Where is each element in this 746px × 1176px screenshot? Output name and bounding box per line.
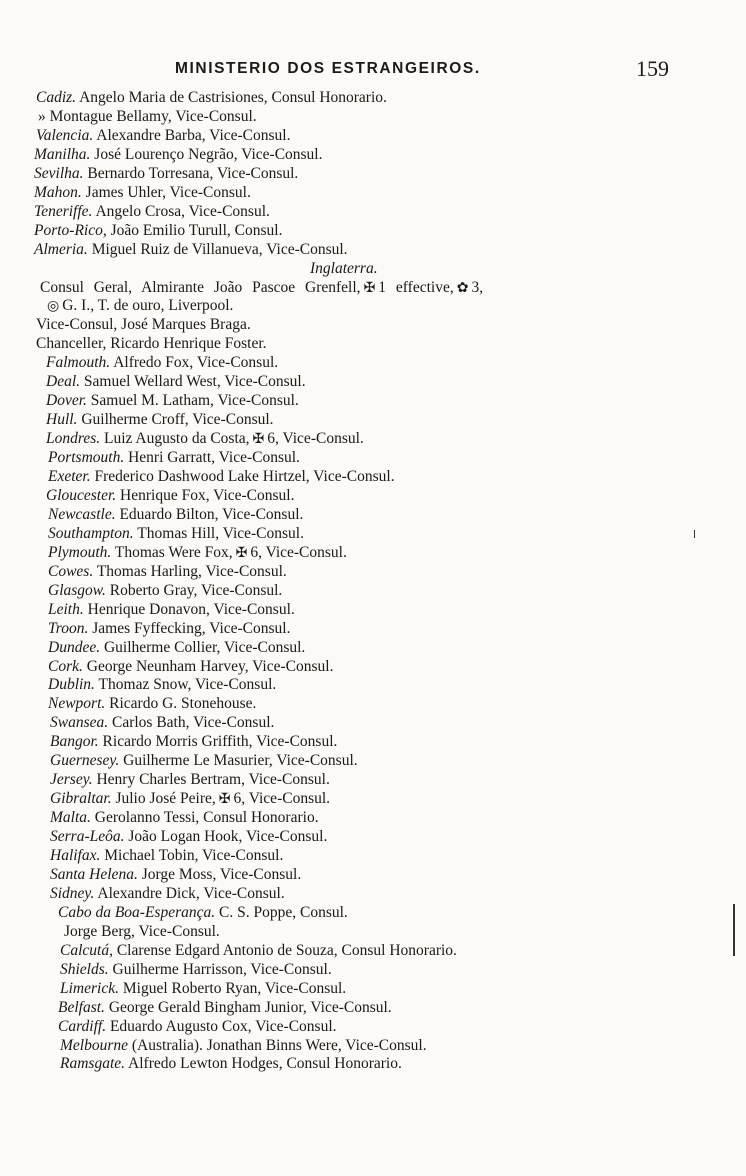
- entry-suffix: 3,: [471, 278, 484, 296]
- list-item: [48, 619, 290, 639]
- entry-text: Henri Garratt, Vice-Consul.: [128, 449, 300, 467]
- entry-text: Alfredo Fox, Vice-Consul.: [113, 354, 279, 372]
- entry-text: Miguel Roberto Ryan, Vice-Consul.: [122, 979, 347, 997]
- entry-text: João Logan Hook, Vice-Consul.: [128, 828, 328, 846]
- place-name: Cardiff.: [58, 1017, 107, 1035]
- place-name: Portsmouth.: [48, 449, 125, 467]
- list-item: [34, 183, 251, 203]
- list-item: [60, 979, 346, 999]
- list-item: [48, 600, 295, 620]
- place-name: Glasgow.: [48, 581, 106, 599]
- entry-text: George Gerald Bingham Junior, Vice-Consul.: [108, 998, 392, 1016]
- list-item: [50, 751, 358, 771]
- place-name: Dover.: [46, 392, 87, 410]
- order-star-icon: ✠: [363, 280, 376, 296]
- entry-text: Alexandre Dick, Vice-Consul.: [97, 884, 285, 902]
- place-name: Sidney.: [50, 884, 95, 902]
- entry-text: George Neunham Harvey, Vice-Consul.: [86, 657, 334, 675]
- place-name: Serra-Leôa.: [50, 828, 125, 846]
- entry-text: Ricardo Morris Griffith, Vice-Consul.: [102, 733, 338, 751]
- entry-text: Angelo Crosa, Vice-Consul.: [95, 202, 270, 220]
- entry-text: Henry Charles Bertram, Vice-Consul.: [96, 771, 330, 789]
- list-item: [46, 429, 364, 449]
- place-name: Newport.: [48, 695, 106, 713]
- entry-text: Alfredo Lewton Hodges, Consul Honorario.: [128, 1055, 402, 1073]
- entry-text: James Fyffecking, Vice-Consul.: [92, 619, 291, 637]
- entry-text: Eduardo Augusto Cox, Vice-Consul.: [109, 1017, 337, 1035]
- entry-text: José Lourenço Negrão, Vice-Consul.: [94, 145, 323, 163]
- entry-text: Roberto Gray, Vice-Consul.: [109, 581, 283, 599]
- page-title: MINISTERIO DOS ESTRANGEIROS.: [175, 60, 481, 77]
- list-item: [58, 998, 392, 1018]
- place-name: Shields.: [60, 960, 109, 978]
- place-name: Swansea.: [50, 714, 109, 732]
- entry-text: C. S. Poppe, Consul.: [219, 903, 348, 921]
- entry-text: Vice-Consul, José Marques Braga.: [36, 316, 251, 334]
- place-name: Mahon.: [34, 183, 82, 201]
- list-item: [58, 1017, 337, 1037]
- entry-text: Gerolanno Tessi, Consul Honorario.: [94, 809, 319, 827]
- place-name: Gloucester.: [46, 486, 117, 504]
- place-name: Southampton.: [48, 524, 134, 542]
- list-item: [48, 657, 333, 677]
- section-title: Inglaterra.: [310, 259, 378, 277]
- entry-text: James Uhler, Vice-Consul.: [85, 183, 251, 201]
- entry-text: Carlos Bath, Vice-Consul.: [112, 714, 275, 732]
- entry-text: Alexandre Barba, Vice-Consul.: [96, 126, 291, 144]
- entry-text: Guilherme Collier, Vice-Consul.: [103, 638, 306, 656]
- list-item: [50, 846, 283, 866]
- list-item: [36, 88, 387, 108]
- place-name: Troon.: [48, 619, 89, 637]
- entry-text: Thomas Were Fox,: [114, 543, 233, 561]
- list-item: [64, 922, 220, 942]
- place-name: Exeter.: [48, 468, 91, 485]
- place-name: Cabo da Boa-Esperança.: [58, 903, 216, 921]
- entry-text: Samuel Wellard West, Vice-Consul.: [83, 373, 306, 391]
- entry-text: Julio José Peire,: [115, 790, 216, 808]
- entry-text: Thomas Hill, Vice-Consul.: [137, 524, 304, 542]
- list-item: [36, 315, 251, 335]
- list-item: [46, 353, 278, 373]
- margin-mark: [733, 904, 735, 956]
- place-name: Bangor.: [50, 733, 99, 751]
- list-item: [46, 372, 306, 392]
- list-item: [48, 448, 300, 468]
- entry-text: Clarense Edgard Antonio de Souza, Consul Honorario.: [116, 941, 457, 959]
- place-name: Belfast.: [58, 998, 105, 1016]
- place-name: Valencia.: [36, 126, 94, 144]
- list-item: [50, 884, 285, 904]
- place-name: Cork.: [48, 657, 83, 675]
- list-item: [36, 126, 290, 146]
- list-item: [44, 296, 233, 316]
- entry-text: Jorge Moss, Vice-Consul.: [141, 865, 302, 883]
- entry-text: » Montague Bellamy, Vice-Consul.: [38, 107, 257, 125]
- list-item: [48, 675, 276, 695]
- place-name: Jersey.: [50, 771, 93, 789]
- list-item: [48, 562, 287, 582]
- list-item: [36, 334, 267, 354]
- list-item: [48, 524, 304, 544]
- place-name: Guernesey.: [50, 752, 120, 770]
- place-name: Falmouth.: [46, 354, 111, 372]
- list-item: [60, 960, 332, 980]
- entry-text: Guilherme Le Masurier, Vice-Consul.: [123, 752, 358, 770]
- entry-suffix: 1 effective,: [378, 278, 454, 296]
- place-name: Ramsgate.: [60, 1055, 126, 1073]
- circle-order-icon: ◎: [47, 299, 60, 315]
- place-name: Leith.: [48, 600, 84, 618]
- list-item: [40, 278, 483, 298]
- place-name: Plymouth.: [48, 543, 112, 561]
- margin-mark: [694, 530, 695, 538]
- entry-text: João Emilio Turull, Consul.: [110, 221, 283, 239]
- page-number: 159: [636, 56, 669, 81]
- rosette-icon: ✿: [456, 280, 469, 296]
- entry-text: Thomaz Snow, Vice-Consul.: [98, 676, 277, 694]
- place-name: Londres.: [46, 430, 101, 448]
- place-name: Dundee.: [48, 638, 101, 656]
- list-item: [60, 941, 457, 961]
- entry-text: Angelo Maria de Castrisiones, Consul Honorario.: [79, 89, 387, 106]
- list-item: [50, 808, 319, 828]
- list-item: [48, 543, 347, 563]
- entry-text: Bernardo Torresana, Vice-Consul.: [87, 164, 299, 182]
- list-item: [34, 145, 323, 165]
- section-heading: [310, 259, 378, 279]
- entry-text: Miguel Ruiz de Villanueva, Vice-Consul.: [91, 240, 348, 258]
- entry-text: Consul Geral, Almirante João Pascoe Grenfell,: [40, 278, 361, 296]
- entry-text: Jorge Berg, Vice-Consul.: [64, 922, 220, 940]
- list-item: [48, 694, 256, 714]
- list-item: [46, 391, 299, 411]
- place-name: Dublin.: [48, 676, 95, 694]
- entry-suffix: 6, Vice-Consul.: [267, 430, 364, 448]
- list-item: [50, 732, 337, 752]
- order-star-icon: ✠: [218, 792, 231, 808]
- entry-text: Samuel M. Latham, Vice-Consul.: [90, 392, 299, 410]
- list-item: [48, 638, 305, 658]
- place-name: Newcastle.: [48, 505, 116, 523]
- order-star-icon: ✠: [252, 432, 265, 448]
- place-name: Malta.: [50, 809, 91, 827]
- entry-text: Frederico Dashwood Lake Hirtzel, Vice-Consul.: [94, 468, 395, 485]
- entry-text: Eduardo Bilton, Vice-Consul.: [119, 505, 304, 523]
- list-item: [50, 865, 301, 885]
- entry-text: Guilherme Harrisson, Vice-Consul.: [112, 960, 332, 978]
- place-name: Limerick.: [60, 979, 119, 997]
- place-name: Hull.: [46, 411, 78, 429]
- place-name: Manilha.: [34, 145, 91, 163]
- place-name: Porto-Rico,: [34, 221, 107, 239]
- order-star-icon: ✠: [235, 545, 248, 561]
- list-item: [50, 789, 330, 809]
- entry-text: (Australia). Jonathan Binns Were, Vice-Consul.: [131, 1036, 427, 1054]
- entry-text: Luiz Augusto da Costa,: [104, 430, 250, 448]
- list-item: [58, 903, 348, 923]
- entry-suffix: 6, Vice-Consul.: [250, 543, 347, 561]
- list-item: [48, 467, 395, 487]
- entry-text: Henrique Fox, Vice-Consul.: [120, 486, 295, 504]
- list-item: [46, 486, 294, 506]
- list-item: [34, 240, 348, 260]
- list-item: [48, 581, 282, 601]
- entry-text: Michael Tobin, Vice-Consul.: [104, 847, 284, 864]
- entry-text: Henrique Donavon, Vice-Consul.: [87, 600, 295, 618]
- list-item: [60, 1054, 402, 1074]
- list-item: [60, 1036, 427, 1056]
- entry-text: Thomas Harling, Vice-Consul.: [96, 562, 287, 580]
- list-item: [50, 713, 274, 733]
- place-name: Halifax.: [50, 847, 101, 864]
- place-name: Cadiz.: [36, 89, 77, 106]
- entry-suffix: 6, Vice-Consul.: [233, 790, 331, 808]
- place-name: Calcutá,: [60, 941, 113, 959]
- place-name: Santa Helena.: [50, 865, 138, 883]
- place-name: Gibraltar.: [50, 790, 112, 808]
- list-item: [38, 107, 257, 127]
- entry-text: Guilherme Croff, Vice-Consul.: [81, 411, 274, 429]
- list-item: [34, 221, 282, 241]
- list-item: [34, 164, 298, 184]
- place-name: Teneriffe.: [34, 202, 93, 220]
- place-name: Deal.: [46, 373, 81, 391]
- place-name: Almeria.: [34, 240, 88, 258]
- place-name: Sevilha.: [34, 164, 84, 182]
- entry-text: Ricardo G. Stonehouse.: [109, 695, 257, 713]
- list-item: [48, 505, 303, 525]
- list-item: [46, 410, 274, 430]
- page-header: [0, 58, 746, 84]
- place-name: Cowes.: [48, 562, 94, 580]
- list-item: [50, 827, 327, 847]
- entry-text: G. I., T. de ouro, Liverpool.: [62, 297, 234, 315]
- list-item: [34, 202, 270, 222]
- entry-text: Chanceller, Ricardo Henrique Foster.: [36, 335, 267, 353]
- list-item: [50, 770, 330, 790]
- place-name: Melbourne: [60, 1036, 129, 1054]
